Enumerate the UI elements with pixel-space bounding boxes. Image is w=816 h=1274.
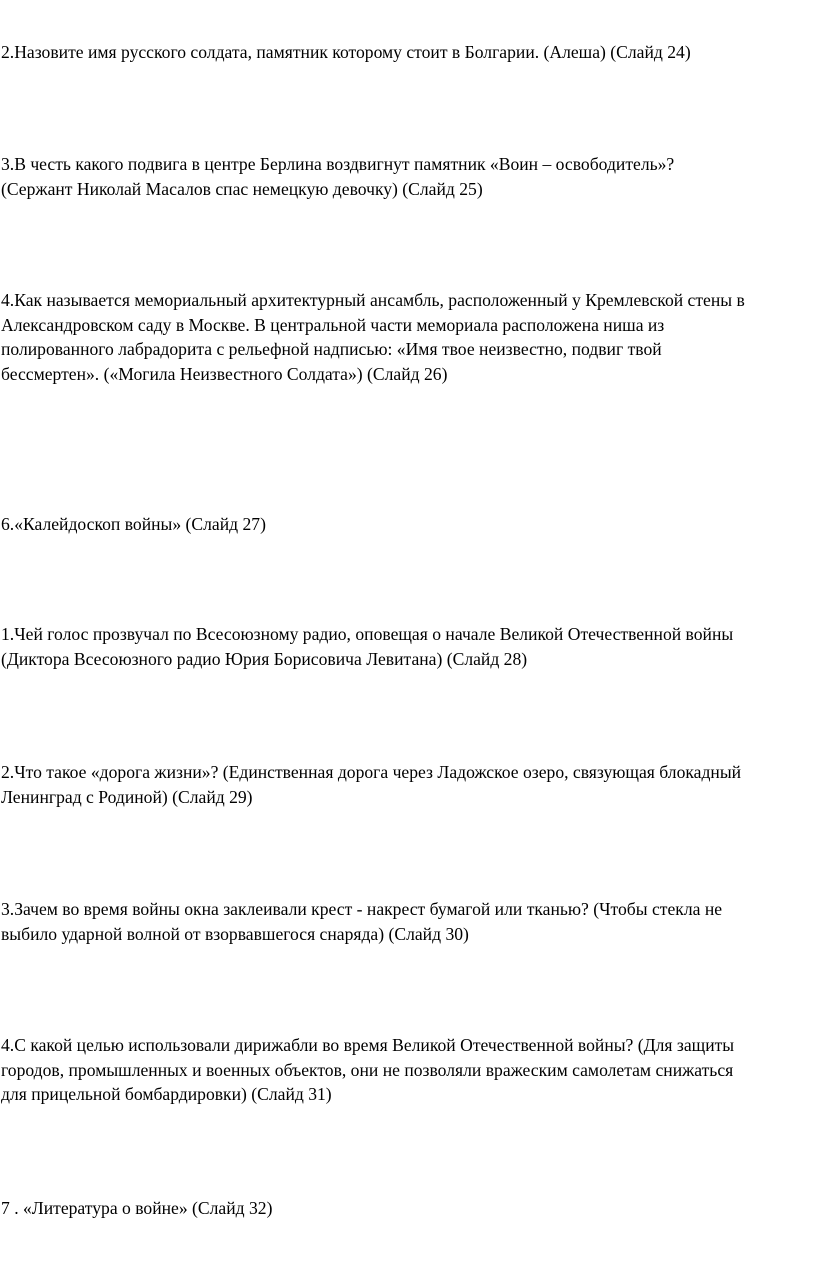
section-heading-literature — [1, 1196, 815, 1221]
text-line: полированного лабрадорита с рельефной надписью: «Имя твое неизвестно, подвиг твой — [1, 339, 662, 359]
text-line: 1.Чей голос прозвучал по Всесоюзному радио, оповещая о начале Великой Отечественной войны — [1, 624, 734, 644]
question-paragraph-window-tape — [1, 897, 815, 946]
text-line: для прицельной бомбардировки) (Слайд 31) — [1, 1084, 332, 1104]
question-paragraph-unknown-soldier — [1, 288, 815, 386]
text-line: 4.Как называется мемориальный архитектурный ансамбль, расположенный у Кремлевской стены в — [1, 290, 745, 310]
text-line: (Диктора Всесоюзного радио Юрия Борисовича Левитана) (Слайд 28) — [1, 648, 528, 669]
text-line: 2.Назовите имя русского солдата, памятник которому стоит в Болгарии. (Алеша) (Слайд 24) — [1, 42, 691, 62]
text-line: бессмертен». («Могила Неизвестного Солдата») (Слайд 26) — [1, 363, 448, 384]
text-line: 2.Что такое «дорога жизни»? (Единственная дорога через Ладожское озеро, связующая блокадный — [1, 762, 742, 782]
text-line: 7 . «Литература о войне» (Слайд 32) — [1, 1198, 273, 1218]
section-heading-kaleidoscope — [1, 512, 815, 537]
text-line: городов, промышленных и военных объектов, они не позволяли вражеским самолетам снижаться — [1, 1059, 734, 1080]
text-line: (Сержант Николай Масалов спас немецкую девочку) (Слайд 25) — [1, 178, 483, 199]
text-line: выбило ударной волной от взорвавшегося снаряда) (Слайд 30) — [1, 923, 469, 944]
text-line: 3.В честь какого подвига в центре Берлина воздвигнут памятник «Воин – освободитель»? — [1, 154, 675, 174]
text-line: Александровском саду в Москве. В центральной части мемориала расположена ниша из — [1, 314, 665, 335]
text-line: 3.Зачем во время войны окна заклеивали крест - накрест бумагой или тканью? (Чтобы стекла не — [1, 899, 723, 919]
text-line: 4.С какой целью использовали дирижабли во время Великой Отечественной войны? (Для защиты — [1, 1035, 735, 1055]
question-paragraph-road-of-life — [1, 760, 815, 809]
text-line: 6.«Калейдоскоп войны» (Слайд 27) — [1, 514, 266, 534]
question-paragraph-radio-voice — [1, 622, 815, 671]
question-paragraph-airships — [1, 1033, 815, 1107]
text-line: Ленинград с Родиной) (Слайд 29) — [1, 786, 253, 807]
question-paragraph-bulgaria-monument — [1, 40, 815, 65]
question-paragraph-berlin-monument — [1, 152, 815, 201]
